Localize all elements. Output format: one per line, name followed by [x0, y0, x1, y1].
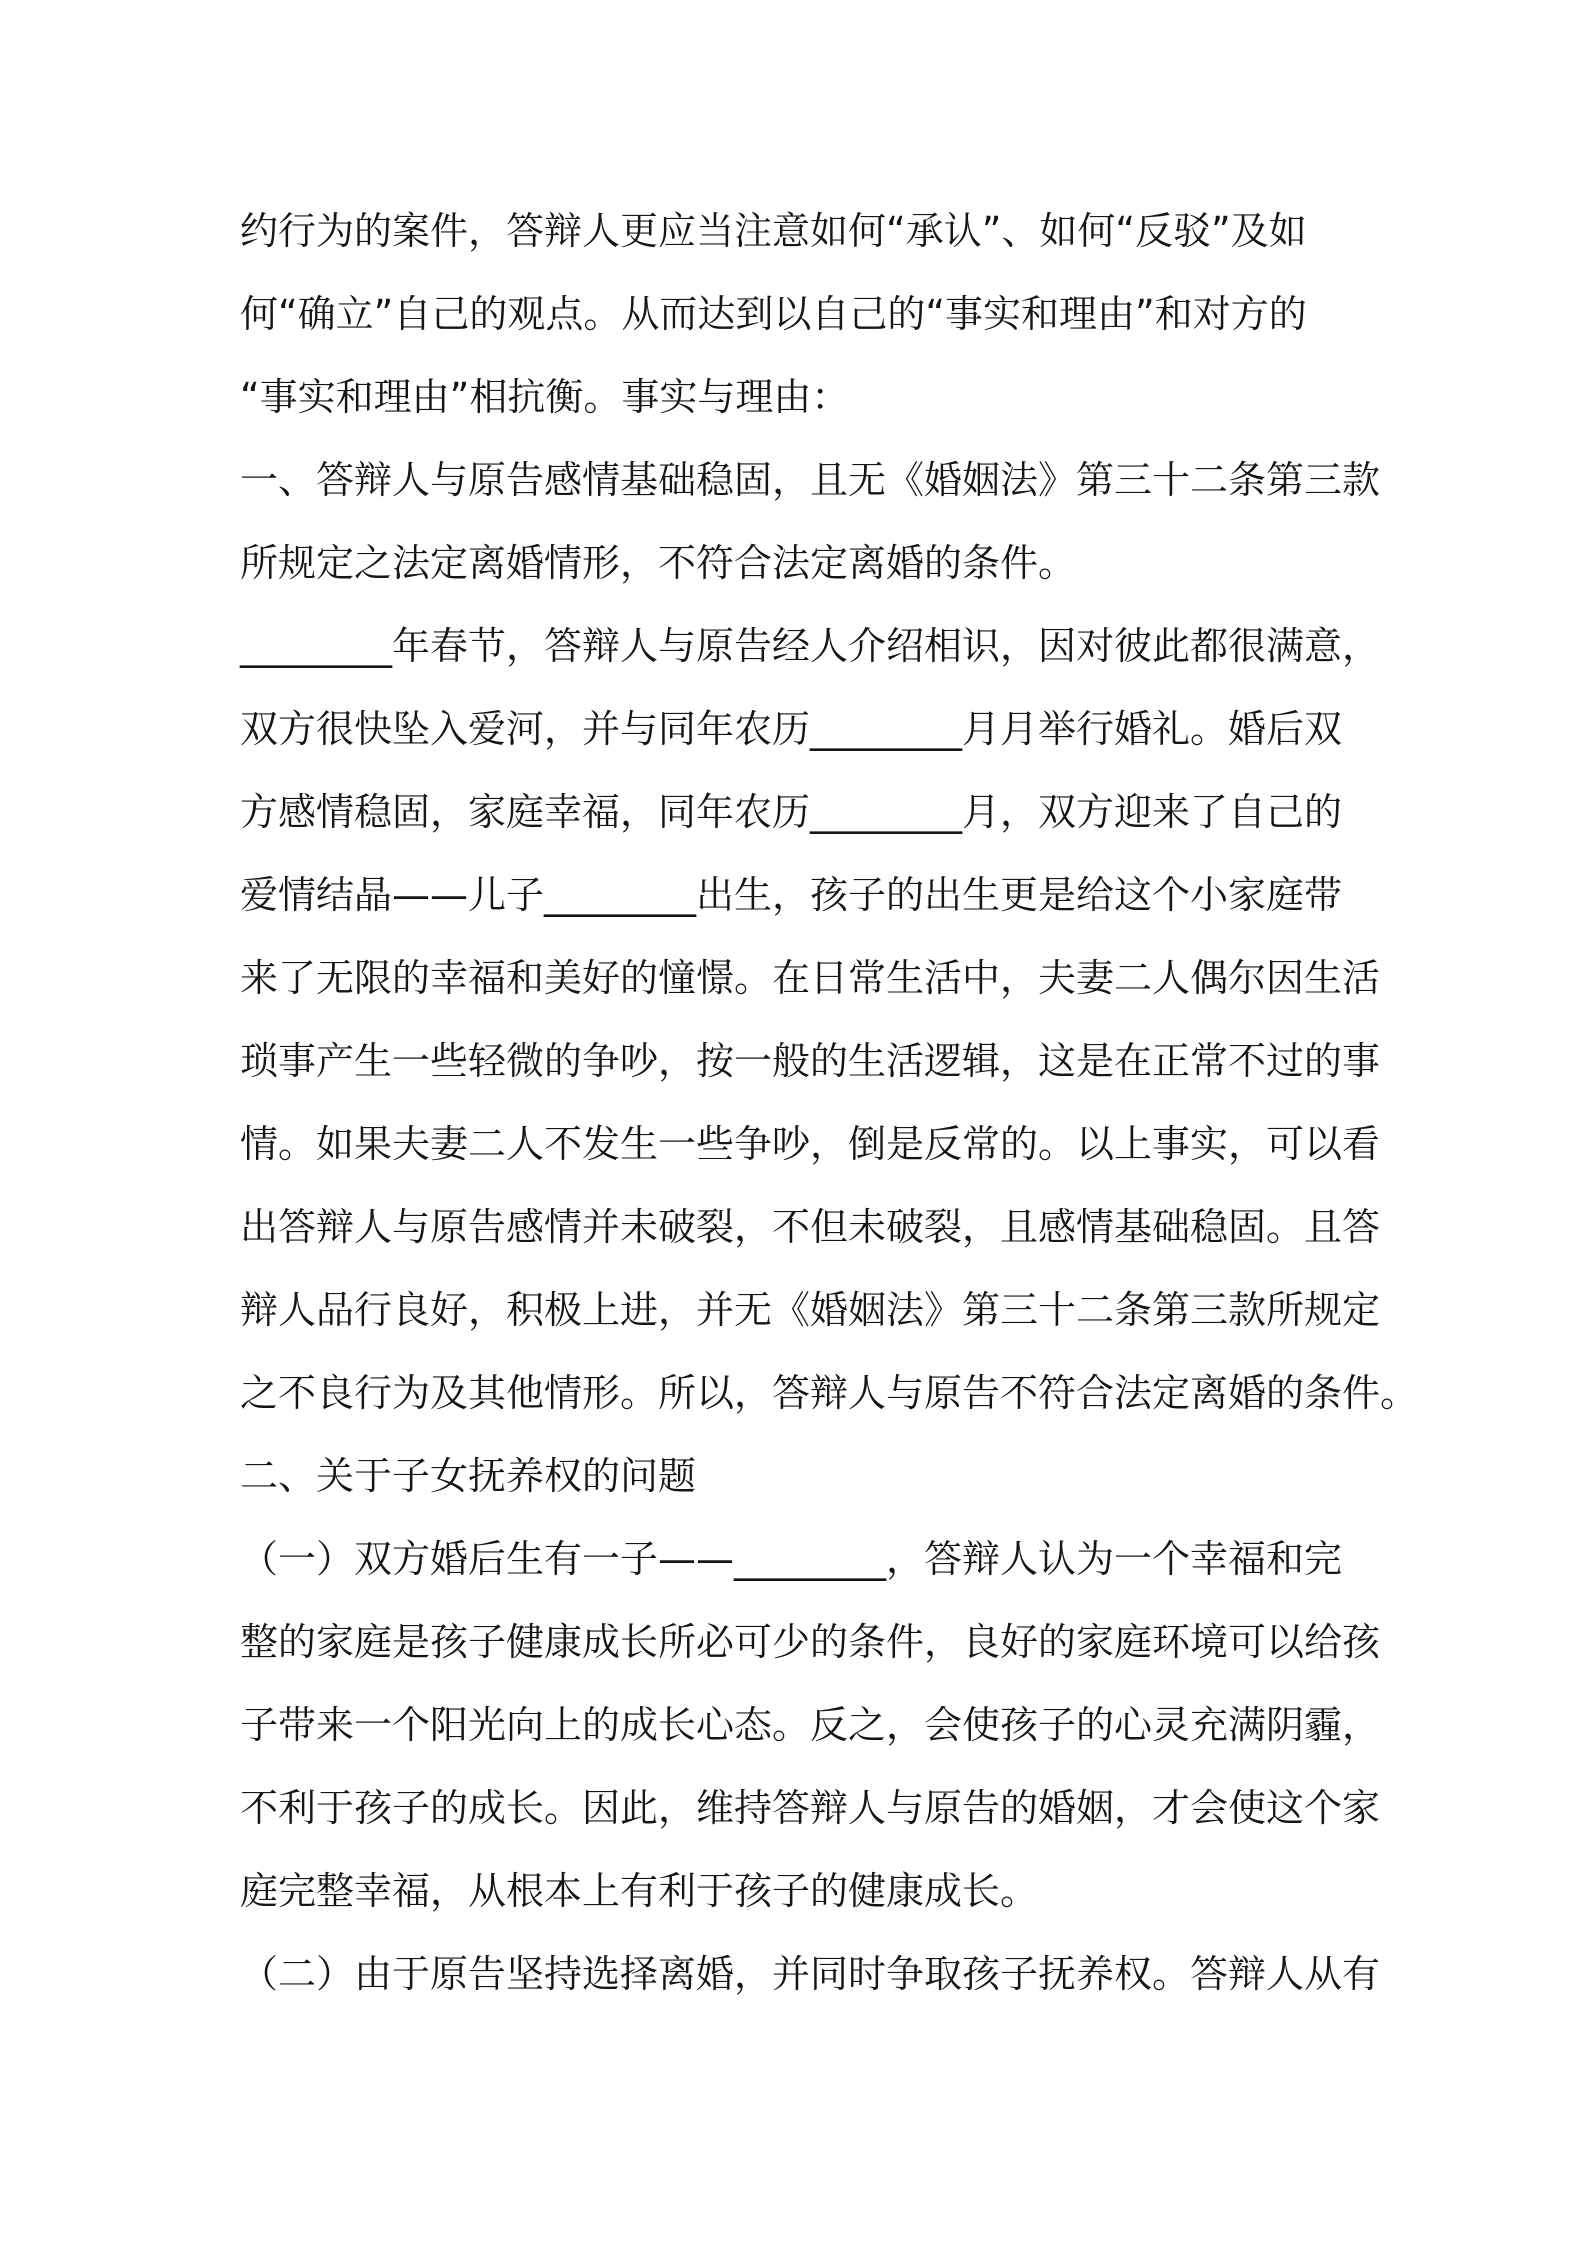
- text-line-5: 所规定之法定离婚情形，不符合法定离婚的条件。: [240, 541, 1077, 585]
- text-line-9: 爱情结晶——儿子________出生，孩子的出生更是给这个小家庭带: [240, 873, 1343, 917]
- text-line-1: 约行为的案件，答辩人更应当注意如何“承认”、如何“反驳”及如: [240, 209, 1307, 253]
- text-line-12: 情。如果夫妻二人不发生一些争吵，倒是反常的。以上事实，可以看: [240, 1122, 1381, 1166]
- text-line-18: 整的家庭是孩子健康成长所必可少的条件，良好的家庭环境可以给孩: [240, 1620, 1381, 1664]
- text-line-8: 方感情稳固，家庭幸福，同年农历________月，双方迎来了自己的: [240, 790, 1343, 834]
- text-line-7: 双方很快坠入爱河，并与同年农历________月月举行婚礼。婚后双: [240, 707, 1343, 751]
- text-line-17: （一）双方婚后生有一子——________，答辩人认为一个幸福和完: [240, 1537, 1343, 1581]
- text-line-2: 何“确立”自己的观点。从而达到以自己的“事实和理由”和对方的: [240, 292, 1307, 336]
- text-line-3: “事实和理由”相抗衡。事实与理由：: [240, 375, 850, 419]
- text-line-11: 琐事产生一些轻微的争吵，按一般的生活逻辑，这是在正常不过的事: [240, 1039, 1381, 1083]
- document-body: [240, 190, 1419, 2016]
- text-line-14: 辩人品行良好，积极上进，并无《婚姻法》第三十二条第三款所规定: [240, 1288, 1381, 1332]
- text-line-20: 不利于孩子的成长。因此，维持答辩人与原告的婚姻，才会使这个家: [240, 1786, 1381, 1830]
- text-line-15: 之不良行为及其他情形。所以，答辩人与原告不符合法定离婚的条件。: [240, 1371, 1419, 1415]
- text-line-6: ________年春节，答辩人与原告经人介绍相识，因对彼此都很满意，: [240, 624, 1381, 668]
- text-line-19: 子带来一个阳光向上的成长心态。反之，会使孩子的心灵充满阴霾，: [240, 1703, 1381, 1747]
- section-heading-2: 二、关于子女抚养权的问题: [240, 1454, 697, 1498]
- text-line-22: （二）由于原告坚持选择离婚，并同时争取孩子抚养权。答辩人从有: [240, 1952, 1381, 1996]
- text-line-13: 出答辩人与原告感情并未破裂，不但未破裂，且感情基础稳固。且答: [240, 1205, 1381, 1249]
- text-line-21: 庭完整幸福，从根本上有利于孩子的健康成长。: [240, 1869, 1039, 1913]
- section-heading-1: 一、答辩人与原告感情基础稳固，且无《婚姻法》第三十二条第三款: [240, 458, 1381, 502]
- text-line-10: 来了无限的幸福和美好的憧憬。在日常生活中，夫妻二人偶尔因生活: [240, 956, 1381, 1000]
